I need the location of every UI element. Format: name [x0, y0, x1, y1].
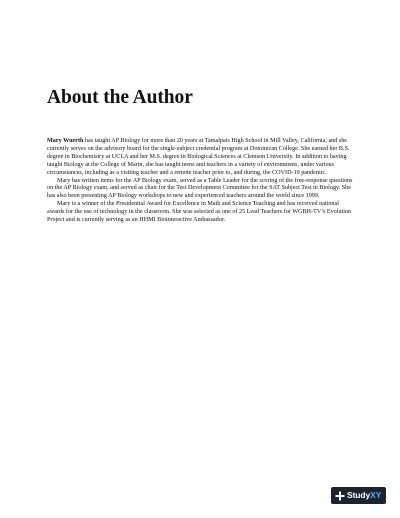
brand-badge	[331, 487, 386, 504]
author-name: Mary Wuerth	[47, 138, 84, 144]
bio-paragraph-3: Mary is a winner of the Presidential Award for Excellence in Math and Science Teaching and has received national awards for the use of technology in the classroom. She was selected as one of 25 Lead Teachers for WGBH-TV’s Evolution Project and is currently serving as an HHMI Biointeractive Ambassador.	[47, 201, 352, 224]
bio-paragraph-1-text: has taught AP Biology for more than 20 years at Tamalpais High School in Mill Valley, California, and she currently serves on the advisory board for the single-subject credential program at Dominican College. She earned her B.S. degree in Biochemistry at UCLA and her M.S. degree in Biological Sciences at Clemson University. In addition to having taught Biology at the College of Marin, she has taught teens and teachers in a variety of environments, under various circumstances, including as a visiting teacher and a remote teacher prior to, and during, the COVID-19 pandemic.	[47, 138, 350, 176]
brand-name-main: Study	[347, 490, 371, 500]
author-bio	[47, 138, 355, 225]
page-title: About the Author	[47, 87, 193, 108]
brand-name-accent: XY	[370, 490, 382, 500]
plus-icon	[335, 491, 345, 501]
brand-name	[347, 487, 381, 504]
bio-paragraph-1	[47, 138, 355, 178]
bio-paragraph-2: Mary has written items for the AP Biology exam, served as a Table Leader for the scoring of the free-response questions on the AP Biology exam, and served as chair for the Test Development Committee for the SAT Subject Test in Biology. She has also been presenting AP Biology workshops to new and experienced teachers around the world since 1999.	[47, 177, 353, 200]
